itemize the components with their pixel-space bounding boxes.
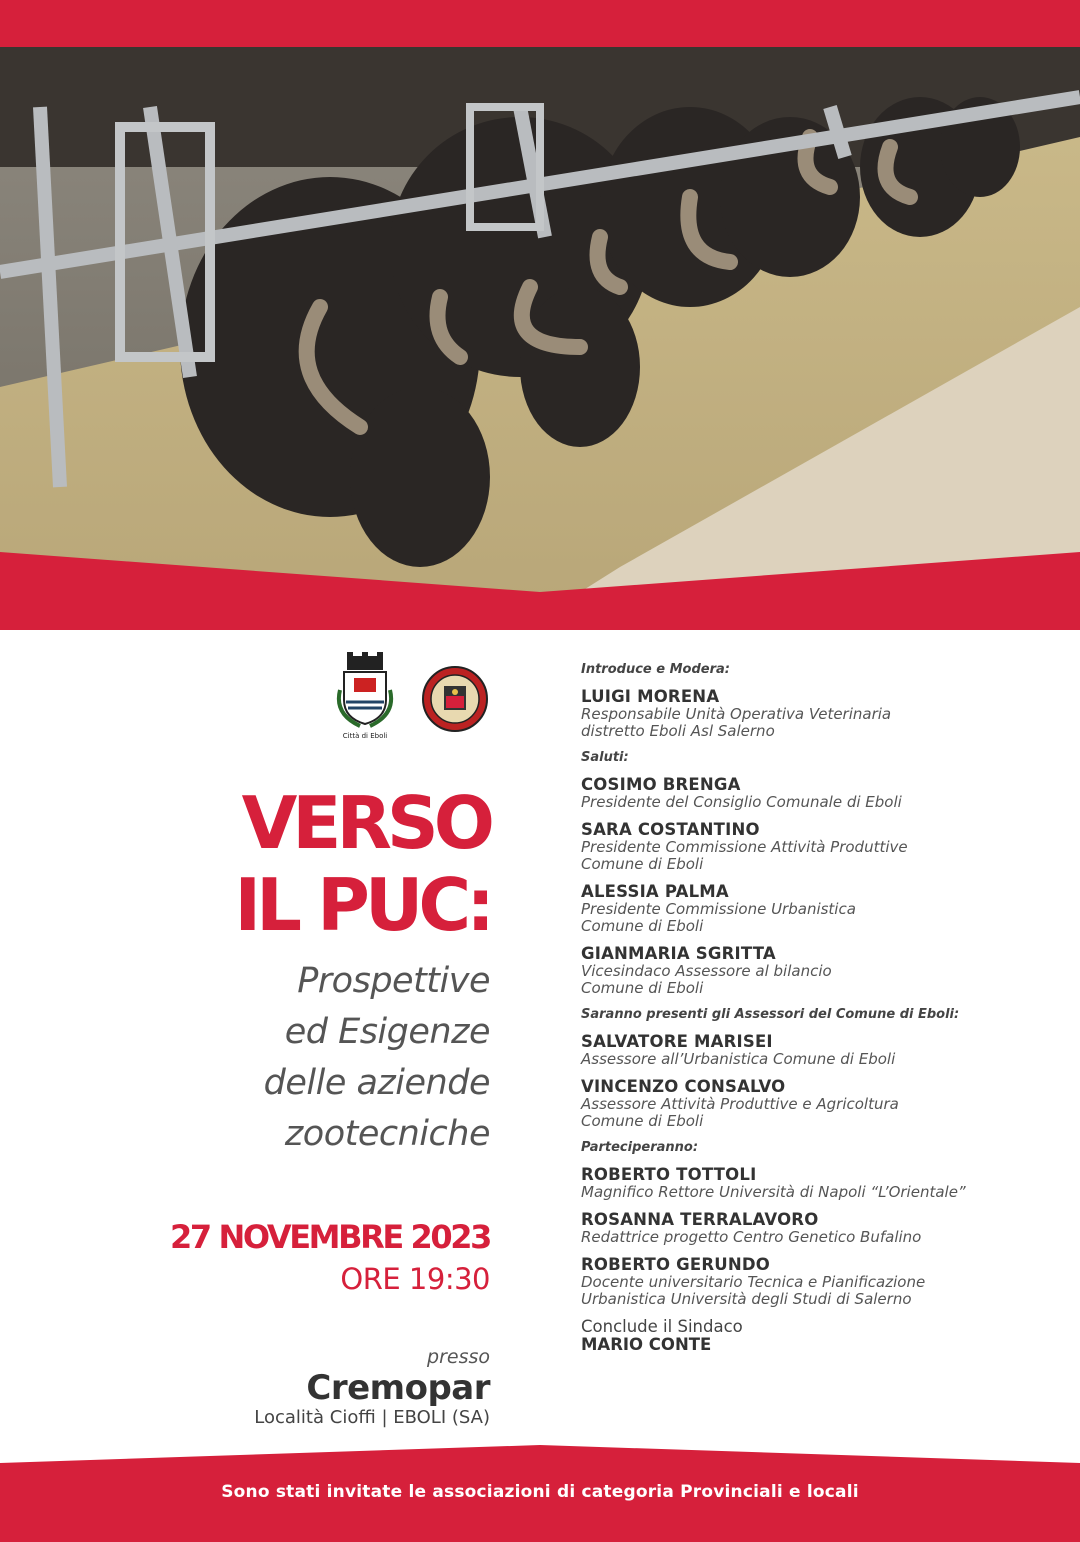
speaker-entry: [581, 1166, 1051, 1201]
venue-name: Cremopar: [306, 1368, 490, 1408]
section-label: Saranno presenti gli Assessori del Comune di Eboli:: [581, 1007, 960, 1022]
title-line-2: IL PUC:: [234, 863, 490, 947]
closing-speaker-name: MARIO CONTE: [581, 1335, 712, 1354]
speaker-name: LUIGI MORENA: [581, 687, 720, 706]
speaker-name: ROSANNA TERRALAVORO: [581, 1210, 819, 1229]
event-date: 27 NOVEMBRE 2023: [170, 1218, 490, 1256]
event-title: [150, 782, 490, 946]
section-label: Parteciperanno:: [581, 1140, 699, 1155]
speaker-role: Assessore Attività Produttive e Agricoltura: [581, 1095, 899, 1113]
subtitle-line-4: zootecniche: [284, 1114, 490, 1154]
round-seal-icon: [420, 664, 490, 734]
speaker-role: Presidente Commissione Attività Produttive: [581, 838, 908, 856]
subtitle-line-3: delle aziende: [263, 1063, 490, 1103]
title-line-1: VERSO: [241, 781, 490, 865]
speaker-role: distretto Eboli Asl Salerno: [581, 722, 775, 740]
speaker-entry: [581, 1211, 1051, 1246]
speaker-entry: [581, 1078, 1051, 1130]
speaker-role: Presidente del Consiglio Comunale di Eboli: [581, 793, 902, 811]
speaker-name: ROBERTO TOTTOLI: [581, 1165, 757, 1184]
speaker-entry: [581, 945, 1051, 997]
speaker-entry: [581, 883, 1051, 935]
speaker-role: Vicesindaco Assessore al bilancio: [581, 962, 832, 980]
speaker-name: SALVATORE MARISEI: [581, 1032, 773, 1051]
speaker-role: Comune di Eboli: [581, 1112, 704, 1130]
speaker-name: GIANMARIA SGRITTA: [581, 944, 776, 963]
speaker-role: Docente universitario Tecnica e Pianificazione: [581, 1273, 926, 1291]
subtitle-line-2: ed Esigenze: [284, 1012, 490, 1052]
speaker-name: ROBERTO GERUNDO: [581, 1255, 771, 1274]
speaker-entry: [581, 776, 1051, 811]
speaker-role: Comune di Eboli: [581, 979, 704, 997]
speaker-role: Responsabile Unità Operativa Veterinaria: [581, 705, 892, 723]
speaker-role: Urbanistica Università degli Studi di Salerno: [581, 1290, 912, 1308]
speaker-role: Comune di Eboli: [581, 855, 704, 873]
speaker-entry: [581, 1033, 1051, 1068]
subtitle-line-1: Prospettive: [297, 961, 490, 1001]
speaker-role: Redattrice progetto Centro Genetico Bufalino: [581, 1228, 922, 1246]
speaker-name: SARA COSTANTINO: [581, 820, 760, 839]
speaker-entry: [581, 1256, 1051, 1308]
speaker-name: ALESSIA PALMA: [581, 882, 729, 901]
speaker-entry: [581, 688, 1051, 740]
section-label: Saluti:: [581, 750, 629, 765]
speaker-role: Presidente Commissione Urbanistica: [581, 900, 856, 918]
program: [581, 662, 1051, 1354]
logos: [330, 650, 500, 750]
speaker-role: Comune di Eboli: [581, 917, 704, 935]
speaker-name: COSIMO BRENGA: [581, 775, 741, 794]
buffalo-photo: [0, 47, 1080, 630]
speaker-role: Assessore all’Urbanistica Comune di Eboli: [581, 1050, 896, 1068]
city-of-eboli-crest-icon: [330, 650, 400, 740]
top-red-band: [0, 0, 1080, 47]
footer-invitation-text: Sono stati invitate le associazioni di categoria Provinciali e locali: [221, 1482, 859, 1502]
section-label: Introduce e Modera:: [581, 662, 730, 677]
speaker-role: Magnifico Rettore Università di Napoli “L’Orientale”: [581, 1183, 966, 1201]
closing-label: Conclude il Sindaco: [581, 1317, 743, 1336]
presso-label: presso: [427, 1346, 490, 1368]
venue-locality: Località Cioffi | EBOLI (SA): [254, 1407, 490, 1428]
speaker-name: VINCENZO CONSALVO: [581, 1077, 786, 1096]
event-time: ORE 19:30: [340, 1262, 490, 1296]
event-subtitle: [150, 956, 490, 1160]
svg-text:Città di Eboli: Città di Eboli: [342, 732, 388, 740]
speaker-entry: [581, 821, 1051, 873]
